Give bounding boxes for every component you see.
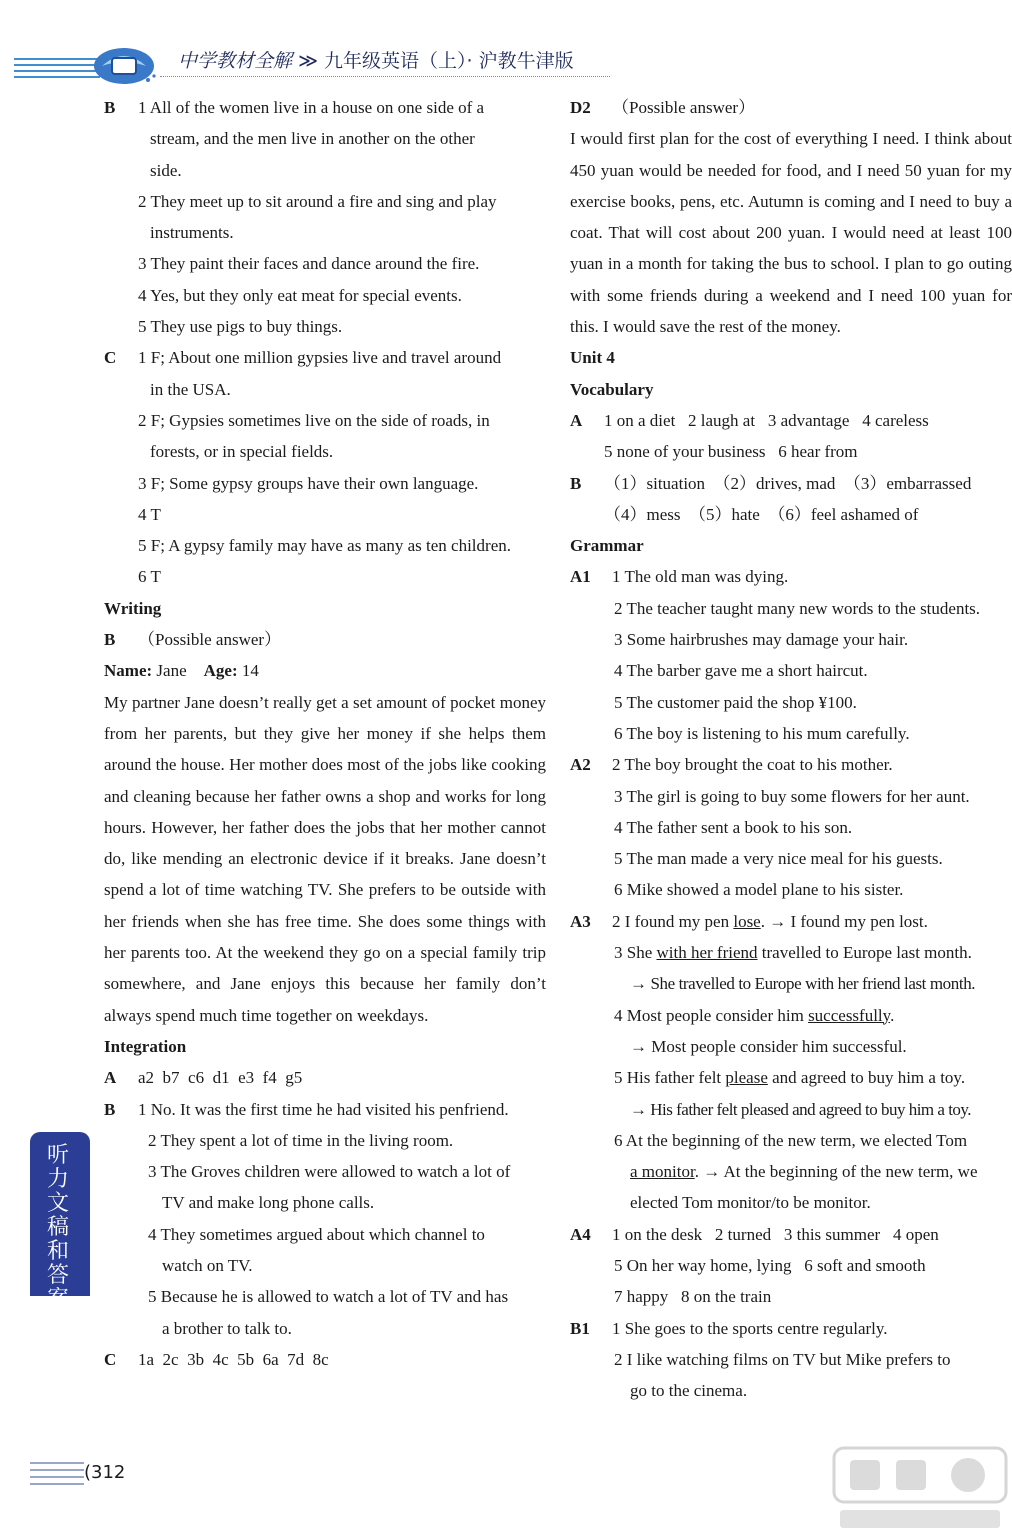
error-underline: please — [725, 1068, 768, 1088]
answer-line: TV and make long phone calls. — [162, 1193, 375, 1213]
answer-line: 6 The boy is listening to his mum carefully. — [614, 723, 910, 743]
section-label: A4 — [570, 1224, 591, 1244]
answer-line: 3 F; Some gypsy groups have their own language. — [138, 473, 479, 493]
answer-line: C 1 F; About one million gypsies live and travel around — [104, 342, 546, 373]
section-label: B — [104, 1099, 116, 1119]
answer-line: instruments. — [150, 223, 234, 243]
page-number: (312 — [84, 1462, 126, 1483]
answer-line: A2 2 The boy brought the coat to his mother. — [570, 749, 1012, 780]
book-subtitle: 九年级英语（上）· 沪教牛津版 — [324, 50, 574, 72]
answer-line: D2 （Possible answer） — [570, 92, 1012, 123]
answer-line: 5 Because he is allowed to watch a lot of TV and has — [148, 1287, 509, 1307]
section-heading: Writing — [104, 598, 162, 618]
error-underline: a monitor — [630, 1162, 695, 1182]
section-label: B1 — [570, 1318, 590, 1338]
answer-line: 5 His father felt please and agreed to buy him a toy. — [614, 1068, 966, 1088]
answer-line: 3 She with her friend travelled to Europe last month. — [614, 943, 972, 963]
answer-line: A1 1 The old man was dying. — [570, 561, 1012, 592]
book-logo-icon — [88, 36, 158, 88]
section-label: A — [570, 410, 583, 430]
left-column — [104, 92, 546, 1375]
right-column — [570, 92, 1012, 1406]
unit-heading: Unit 4 — [570, 348, 615, 368]
error-underline: lose — [733, 911, 761, 931]
error-underline: successfully — [808, 1005, 891, 1025]
sidebar-tab-label: 听力文稿和答案 — [46, 1143, 69, 1312]
answer-line: 4 T — [138, 504, 161, 524]
answer-line: C 1a 2c 3b 4c 5b 6a 7d 8c — [104, 1344, 546, 1375]
answer-line: → She travelled to Europe with her friend last month. — [630, 974, 976, 994]
answer-line: 5 The man made a very nice meal for his guests. — [614, 849, 943, 869]
watermark-logo-icon — [830, 1444, 1010, 1534]
error-underline: with her friend — [656, 943, 758, 963]
section-heading: Integration — [104, 1036, 187, 1056]
answer-line: 2 F; Gypsies sometimes live on the side of roads, in — [138, 410, 490, 430]
answer-line: 6 At the beginning of the new term, we elected Tom — [614, 1130, 968, 1150]
answer-line: B 1 No. It was the first time he had visited his penfriend. — [104, 1094, 546, 1125]
section-label: C — [104, 348, 117, 368]
answer-line: A a2 b7 c6 d1 e3 f4 g5 — [104, 1062, 546, 1093]
answer-line: a brother to talk to. — [162, 1318, 292, 1338]
answer-line: 5 none of your business 6 hear from — [604, 442, 858, 462]
answer-line: a monitor. → At the beginning of the new term, we — [630, 1162, 978, 1182]
section-label: A1 — [570, 567, 591, 587]
answer-line: 5 F; A gypsy family may have as many as ten children. — [138, 536, 511, 556]
answer-line: 3 The girl is going to buy some flowers for her aunt. — [614, 786, 970, 806]
answer-line: A 1 on a diet 2 laugh at 3 advantage 4 careless — [570, 405, 1012, 436]
answer-line: stream, and the men live in another on the other — [150, 129, 475, 149]
answer-line: A3 2 I found my pen lose. → I found my pen lost. — [570, 906, 1012, 937]
answer-line: 4 Most people consider him successfully. — [614, 1005, 895, 1025]
answer-line: 2 I like watching films on TV but Mike prefers to — [614, 1349, 951, 1369]
answer-line: 6 Mike showed a model plane to his sister. — [614, 880, 904, 900]
book-title: 中学教材全解 — [178, 50, 293, 72]
answer-line: 3 They paint their faces and dance around the fire. — [138, 254, 480, 274]
section-heading: Vocabulary — [570, 379, 654, 399]
answer-line: 2 The teacher taught many new words to the students. — [614, 598, 981, 618]
answer-line: B 1 All of the women live in a house on one side of a — [104, 92, 546, 123]
answer-line: 5 The customer paid the shop ¥100. — [614, 692, 857, 712]
answer-line: 5 They use pigs to buy things. — [138, 317, 343, 337]
answer-line: → His father felt pleased and agreed to buy him a toy. — [630, 1099, 972, 1119]
answer-line: go to the cinema. — [630, 1381, 748, 1401]
writing-paragraph: My partner Jane doesn’t really get a set amount of pocket money from her parents, but they give her money if she helps them around the house. Her mother does most of the jobs like cooking and cleaning because her father owns a shop and works for long hours. However, her father does the jobs that her mother cannot do, like mending an electronic device if it breaks. Jane doesn’t spend a lot of time watching TV. She prefers to be outside with her friends when she has free time. She does some things with her parents too. At the weekend they go on a special family trip somewhere, and Jane enjoys this because her family don’t always spend much time together on weekdays. — [104, 692, 546, 1025]
answer-line: A4 1 on the desk 2 turned 3 this summer 4 open — [570, 1219, 1012, 1250]
answer-line: → Most people consider him successful. — [630, 1036, 907, 1056]
header-title — [178, 46, 574, 73]
page-header — [0, 0, 1012, 90]
answer-line: B1 1 She goes to the sports centre regularly. — [570, 1313, 1012, 1344]
answer-line: 2 They meet up to sit around a fire and sing and play — [138, 191, 497, 211]
section-label: B — [104, 630, 116, 650]
answer-line: 4 The barber gave me a short haircut. — [614, 661, 868, 681]
section-label: B — [104, 98, 116, 117]
header-arrows: ≫ — [298, 50, 318, 72]
answer-line: in the USA. — [150, 379, 231, 399]
answer-line: （4）mess （5）hate （6）feel ashamed of — [604, 504, 919, 524]
answer-line: 4 The father sent a book to his son. — [614, 817, 853, 837]
section-heading: Grammar — [570, 536, 644, 556]
answer-line: side. — [150, 160, 182, 180]
answer-line: elected Tom monitor/to be monitor. — [630, 1193, 871, 1213]
answer-line: 6 T — [138, 567, 161, 587]
section-label: A3 — [570, 911, 591, 931]
section-label: C — [104, 1349, 117, 1369]
name-age-line: Name: Jane Age: 14 — [104, 661, 259, 681]
answer-line: B （Possible answer） — [104, 624, 546, 655]
section-label: D2 — [570, 98, 591, 117]
section-label: B — [570, 473, 582, 493]
answer-line: B （1）situation （2）drives, mad （3）embarrassed — [570, 468, 1012, 499]
answer-line: 4 They sometimes argued about which channel to — [148, 1224, 485, 1244]
section-label: A — [104, 1068, 117, 1088]
footer-decor-lines — [30, 1462, 84, 1490]
d2-paragraph: I would first plan for the cost of everything I need. I think about 450 yuan would be needed for food, and I need 50 yuan for my exercise books, pens, etc. Autumn is coming and I need to buy a coat. That will cost about 200 yuan. I would need at least 100 yuan in a month for taking the bus to school. I plan to go outing with some friends during a weekend and I need 100 yuan for this. I would save the rest of the money. — [570, 129, 1012, 337]
answer-line: watch on TV. — [162, 1255, 253, 1275]
answer-line: 5 On her way home, lying 6 soft and smooth — [614, 1255, 926, 1275]
answer-line: 2 They spent a lot of time in the living room. — [148, 1130, 454, 1150]
answer-line: 7 happy 8 on the train — [614, 1287, 772, 1307]
answer-line: 3 The Groves children were allowed to watch a lot of — [148, 1162, 511, 1182]
answer-line: 4 Yes, but they only eat meat for special events. — [138, 285, 462, 305]
section-label: A2 — [570, 755, 591, 775]
answer-line: forests, or in special fields. — [150, 442, 334, 462]
answer-line: 3 Some hairbrushes may damage your hair. — [614, 630, 909, 650]
header-rule — [160, 76, 610, 77]
